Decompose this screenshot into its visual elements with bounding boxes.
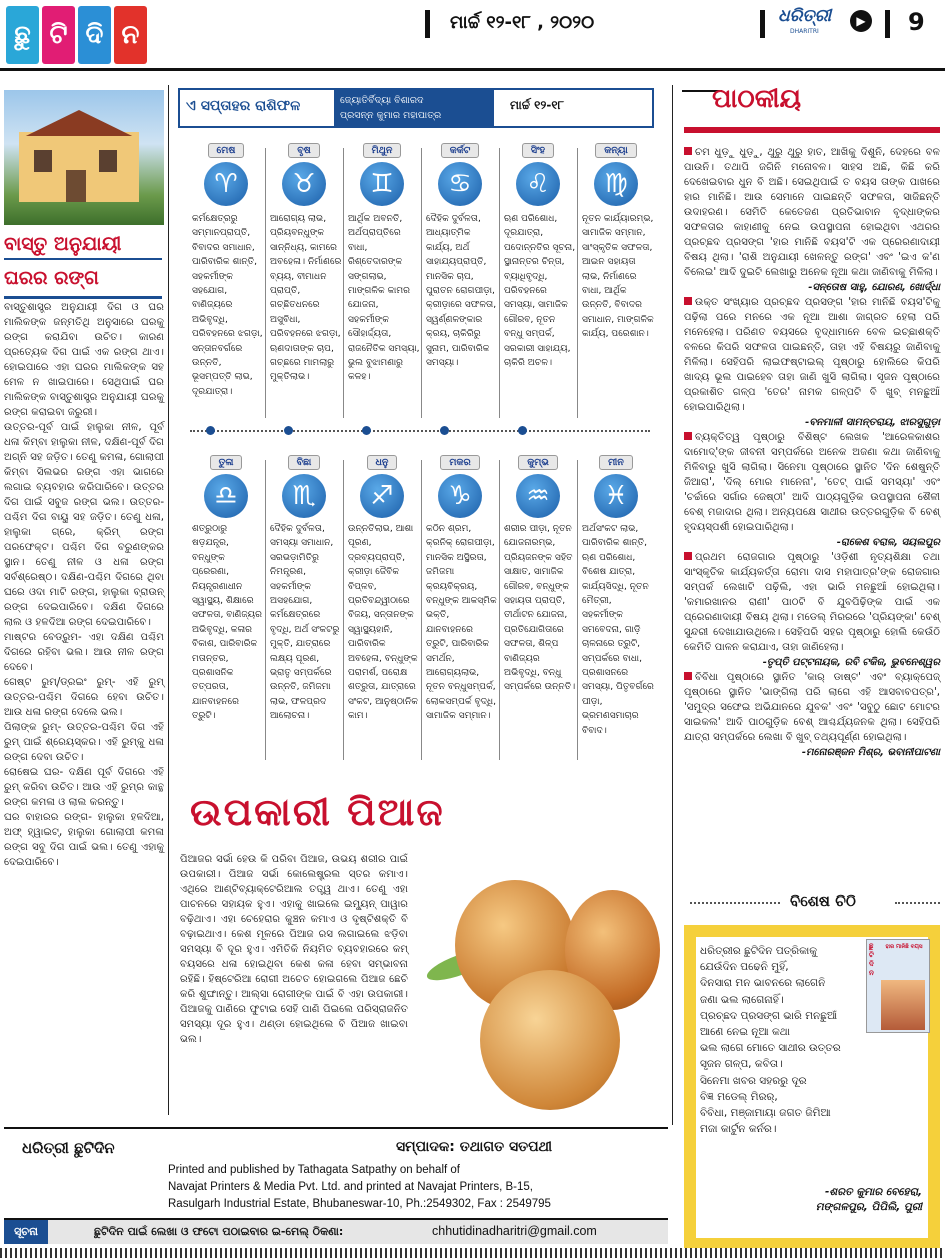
zodiac-name: ମିଥୁନ: [363, 143, 402, 158]
thumb-tile: ଛୁ: [869, 942, 874, 950]
zodiac-forecast: ନୂତନ କାର୍ଯ୍ୟାରମ୍ଭ, ସାମାଜିକ ସମ୍ମାନ, ସାଂସ୍କୃତିକ ସଫଳତା, ଆଇନ ସହାୟତା ଲାଭ, ନିର୍ମାଣରେ ବାଧା, ଆର୍ଥିକ ଉନ୍ନତି, ବିବାଦର ସମାଧାନ, ମାଙ୍ଗଳିକ କାର୍ଯ୍ୟ, ପରେଶାନ।: [582, 214, 654, 340]
zodiac-name: ସିଂହ: [522, 143, 554, 158]
masthead-tile: ଦି: [78, 6, 111, 64]
zodiac-forecast: ଋଣ ପରିଶୋଧ, ଦୂରଯାତ୍ରା, ପଦୋନ୍ନତିର ସୂଚନା, ସ୍ଥାନାନ୍ତର ଚିନ୍ତା, ବ୍ୟାଧିବୃଦ୍ଧି, ପରିବହନରେ ସମସ୍ୟା, ସାମାଜିକ ଗୌରବ, ନୂତନ ବନ୍ଧୁ ସମ୍ପର୍କ, ସରକାରୀ ସାହାଯ୍ୟ, ଚାକିରି ଅଚଳ।: [504, 214, 576, 369]
horoscope-date: ମାର୍ଚ୍ଚ ୧୨-୧୮: [510, 98, 564, 112]
vastu-paragraph: ରୋଷେଇ ଘର- ଦକ୍ଷିଣ ପୂର୍ବ ଦିଗରେ ଏହି ରୁମ୍ କରିବା ଉଚିତ। ଆଉ ଏହି ରୁମ୍‌ର କାନ୍ଥ ରଙ୍ଗ କମଳା ଓ ଲାଲ କରନ୍ତୁ।: [4, 767, 164, 808]
zodiac-forecast: ଶତ୍ରୁଠାରୁ ଷଡ଼ଯନ୍ତ୍ର, ବନ୍ଧୁଙ୍କ ପ୍ରେରଣା, ନିୟନ୍ତ୍ରଣାଧୀନ ସ୍ୱାସ୍ଥ୍ୟ, ଶିକ୍ଷାରେ ସଫଳତା, ବାଣିଜ୍ୟର ଅଭିବୃଦ୍ଧି, କଳାର ବିକାଶ, ପାରିବାରିକ ମତାନ୍ତର, ପ୍ରଶାସନିକ ତତ୍ପରତା, ଯାନବାହନରେ ତ୍ରୁଟି।: [192, 524, 263, 722]
onion-title: ଉପକାରୀ ପିଆଜ: [190, 790, 445, 834]
zodiac-sign: [500, 450, 576, 518]
poem-line: ସୃଜନ ଗଳ୍ପ, କବିତା।: [700, 1058, 783, 1071]
zodiac-name: ମୀନ: [599, 455, 633, 470]
special-letter-title: ବିଶେଷ ଚିଠି: [790, 892, 856, 910]
zodiac-symbol-icon: ♒: [516, 474, 560, 518]
notice-text: ଛୁଟିଦିନ ପାଇଁ ଲେଖା ଓ ଫଟୋ ପଠାଇବାର ଇ-ମେଲ୍ ଠିକଣା:: [94, 1225, 344, 1238]
readers-title-bar: [684, 127, 940, 133]
horoscope-row-divider: [190, 430, 650, 432]
zodiac-name: କୁମ୍ଭ: [518, 455, 558, 470]
zodiac-symbol-icon: ♏: [282, 474, 326, 518]
zodiac-forecast: ଆରୋଗ୍ୟ ଲାଭ, ପ୍ରିୟବନ୍ଧୁଙ୍କ ସାନ୍ନିଧ୍ୟ, କାମରେ ଅବହେଳା। ନିର୍ମାଣରେ ବ୍ୟୟ, ବୀମାଧନ ପ୍ରାପ୍ତି, ଗଚ୍ଛିତଧନରେ ଅସୁବିଧା, ପରିବହନରେ ଝଗଡ଼ା, ଋଣଦାତାଙ୍କ ଚାପ, ଗଚ୍ଛରେ ମାମଲାରୁ ମୁକ୍ତିଲାଭ।: [270, 214, 342, 383]
poem-line: ସିନେମା ଖବର ସହରରୁ ଦୂର: [700, 1074, 807, 1087]
poem-signature-place: ମଙ୍ଗଳପୁର, ପିପିଲି, ପୁରୀ: [815, 1201, 922, 1213]
bullet-icon: [684, 432, 692, 440]
zodiac-symbol-icon: ♎: [204, 474, 248, 518]
notice-label: ସୂଚନା: [4, 1220, 48, 1244]
page-bottom-border: [0, 1248, 945, 1258]
poem-line: ଧରିତ୍ରୀର ଛୁଟିଦିନ ପତ୍ରିକାକୁ: [700, 945, 818, 957]
poem-line: ଯେଉଁଦିନ ପଢେନି ମୁହିଁ,: [700, 961, 789, 974]
readers-title: ପାଠକୀୟ: [712, 84, 802, 114]
zodiac-symbol-icon: ♐: [360, 474, 404, 518]
poem-line: ଭଲ ଲାଗେ ମୋତେ ସାଥୀର ଉତ୍ତର: [700, 1042, 841, 1055]
vastu-title-line2: ଘରର ରଙ୍ଗ: [4, 267, 99, 289]
divider-dot: [206, 426, 215, 435]
letter-text: ଚମ ଧୁଡ଼ୁ ଧୁଡ଼ୁ, ଥୁରୁ ଥୁରୁ ହାତ, ଆଖିକୁ ଦିଶୁନି, ଦେହରେ ବଳ ପାଉନି। ତଥାପି ଜଗିନି ମନୋବଳ। ସାହସ ଅଛି, କିଛି କରି ଦେଖେଇବାର ଧୁନ ବି ଅଛି। ସେଇଥିପାଇଁ ତ ବୟସ ତାଙ୍କ ପାଖରେ ହାର ମାନିଛି। ଆଉ ସେମାନେ ପାଇଛନ୍ତି ସଫଳତା, ସାଜିଛନ୍ତି ଉଦାହରଣ। ସେମିତି କେତେଜଣ ପ୍ରତିଭାବାନ ବୃଦ୍ଧାଙ୍କର ସଫଳତାର କାହାଣୀକୁ ନେଇ ଉପସ୍ଥାପନା ହୋଇଥିବା ଏଥରର ପ୍ରଚ୍ଛଦ ପ୍ରସଙ୍ଗ 'ହାର ମାନିଛି ବୟସ'ଟି ଏକ ପ୍ରେରଣାଦାୟୀ ବିଷୟ ଥିଲା। 'ରାଶି ଅନୁଯାୟୀ ଖେଳନ୍ତୁ ରଙ୍ଗ' ଏବଂ 'ଇଏ କ'ଣ ବିଲେଇ' ଆଦି ଦୁଇଟି ଲେଖାରୁ ଅନେକ ନୂଆ କଥା ଜାଣିବାକୁ ମିଳିଲା।: [684, 147, 940, 278]
poem-line: ଜଣା ଭଲ ଲାଗେନାହିଁ।: [700, 993, 784, 1006]
letter: [684, 145, 940, 295]
readers-letters: [684, 145, 940, 760]
divider-dot: [284, 426, 293, 435]
letter-signature: -ସନ୍ତୋଷ ସାହୁ, ଯୋରଣ, ଖୋର୍ଦ୍ଧା: [808, 282, 940, 293]
page-number: 9: [908, 8, 925, 36]
letter-signature: -ରାକେଶ ବରାଳ, ସୟଲପୁର: [836, 537, 940, 548]
astrologer-box: [334, 90, 494, 126]
zodiac-forecast: ଆର୍ଥିକ ଅବନତି, ଅର୍ଥପ୍ରାପ୍ତିରେ ବାଧା, ରିଶ୍ତେଦାରଙ୍କ ସଙ୍ଗଲାଭ, ମାଙ୍ଗଳିକ କାମର ଯୋଜନା, ସହକର୍ମୀଙ୍କ ସୌହାର୍ଦ୍ଦ୍ୟତା, ରାଜନୈତିକ ସମସ୍ୟା, ଭୁଲ ବୁଝାମଣାରୁ କଳହ।: [348, 214, 420, 383]
zodiac-sign: [422, 138, 498, 206]
poem: [700, 943, 928, 1137]
zodiac-symbol-icon: ♋: [438, 162, 482, 206]
letter-text: ପ୍ରଥମ ରୋଜଗାର ପୃଷ୍ଠାରୁ 'ଓଡ଼ିଶୀ ନୃତ୍ୟଶିକ୍ଷା ତଥା ସାଂସ୍କୃତିକ କାର୍ଯ୍ୟକର୍ତ୍ତା ରୋମା ଦାସ ମହାପାତ୍ର'ଙ୍କ ରୋଜଗାର ସମ୍ପର୍କ ଲେଖାଟି ପଢ଼ିଲି, ଏହା ଭାରି ମନଛୁଆଁ ହୋଇଥିଲା। 'କମାରଖାନର ରାଣୀ' ପାଠଟି ବି ଯୁବପିଢ଼ିଙ୍କ ପାଇଁ ଏକ ପ୍ରେରଣାଦାୟୀ ବିଷୟ ଥିଲା। ମଡେଲ୍ ମିରରରେ 'ପ୍ରିୟଙ୍କା' ବେଶ୍ ସୁନ୍ଦରୀ ଦେଖାଯାଉଥିଲେ। ସେହିପରି ସହର ପୃଷ୍ଠାରୁ ହୋଲି କେଉଁଠି କେମିତି ପାଳନ କରାଯାଏ, ତାହା ଜାଣିହେଲା।: [684, 552, 940, 653]
zodiac-forecast: ଦୈହିକ ଦୁର୍ବଳତା, ଆଧ୍ୟାତ୍ମିକ କାର୍ଯ୍ୟ, ଅର୍ଥ ସାହାଯ୍ୟପ୍ରାପ୍ତି, ମାନସିକ ଚାପ, ପୁରାତନ ରୋଗପୀଡ଼ା, କ୍ରୀଡ଼ାରେ ସଫଳତା, ସ୍ୱର୍ଣ୍ଣଳଙ୍କାର କ୍ରୟ, ଚାକିରିରୁ ସୁନାମ, ପାରିବାରିକ ସମସ୍ୟା।: [426, 214, 497, 369]
zodiac-sign: [266, 450, 342, 518]
masthead-date: ମାର୍ଚ୍ଚ ୧୨-୧୮ , ୨୦୨୦: [450, 12, 595, 33]
footer-editor: ସମ୍ପାଦକ: ତଥାଗତ ସତପଥୀ: [396, 1139, 553, 1155]
letter-text: ବ୍ୟକ୍ତିତ୍ୱ ପୃଷ୍ଠାରୁ ବିଶିଷ୍ଟ ଲେଖକ 'ଆରେଳକାଶର ଦାମୋଦ୍'ଙ୍କ ଜୀବନୀ ସମ୍ପର୍କରେ ଅନେକ ଅଜଣା କଥା ଜାଣିବାକୁ ମିଳିବାରୁ ଖୁସି ଲାଗିଲା। ସିନେମା ପୃଷ୍ଠାରେ ସ୍ଥାନିତ 'ଦିନ ଶେଷୁନ୍ତି ଜିଆରା', 'ଦିଲ୍ ମୋର ମାନେନା', 'ତେଟ୍ ପାଇଁ ସମସ୍ୟା' ଏବଂ 'ଚର୍ଚ୍ଚାରେ ସର୍ଗାର ଜେଷ୍ଠୀ' ଆଦି ପାଠ୍ୟଗୁଡ଼ିକ ଉପସ୍ଥାପନା ଶୈଳୀ ବେଶ୍ ମଜାଦାର ଥିଲା। ଅନ୍ୟପକ୍ଷେ ସାଥୀର ଉତ୍ତରଗୁଡ଼ିକ ବି ବେଶ୍ ହୃଦୟସ୍ପର୍ଶୀ ହୋଇପାରିଥିଲା।: [684, 432, 940, 533]
letter-signature: -ମନୋରଞ୍ଜନ ମିଶ୍ର, ଭବାନୀପାଟଣା: [801, 747, 940, 758]
special-letter-box: [684, 925, 940, 1250]
imprint-line: Navajat Printers & Media Pvt. Ltd. and printed at Navajat Printers, B-15,: [168, 1181, 533, 1193]
imprint-line: Rasulgarh Industrial Estate, Bhubaneswar-10, Ph.:2549302, Fax : 2549795: [168, 1198, 551, 1210]
thumb-headline: ହାର ମାନିଛି ବୟସ: [885, 944, 923, 950]
zodiac-forecast: ଦୈହିକ ଦୁର୍ବଳତା, ସମସ୍ୟା ସମାଧାନ, ସରଭଡ଼ାମିତିରୁ ନିମନ୍ତ୍ରଣ, ସହକର୍ମୀଙ୍କ ଅସହଯୋଗ, କର୍ମକ୍ଷେତ୍ରରେ ବୃଦ୍ଧି, ଅର୍ଥ ସଂକଟରୁ ମୁକ୍ତି, ଯାତ୍ରାରେ ଲକ୍ଷ୍ୟ ପୂରଣ, ଭ୍ରାତୃ ସମ୍ପର୍କରେ ଉନ୍ନତି, ଜମିଜମା ଲାଭ, ଫଳପ୍ରଦ ଆଲୋଚନା।: [270, 524, 340, 722]
letter: [684, 550, 940, 670]
column-divider: [168, 85, 169, 1115]
vastu-paragraph: ଘର ବାହାରର ରଙ୍ଗ- ହାଲୁକା ହଳଦିଆ, ଅଫ୍ ହ୍ୱାଇଟ୍, ହାଲୁକା ଗୋଲାପୀ କମଳା ରଙ୍ଗ ସବୁ ଦିଗ ପାଇଁ ଭଲ। ତେଣୁ ଏହାକୁ ଦେଇପାରିବେ।: [4, 812, 164, 868]
letter-signature: -ତୃପ୍ତି ପଟ୍ଟନାୟକ, ରବି ଟକିଜ, ଭୁବନେଶ୍ୱର: [762, 657, 940, 668]
divider-dot: [362, 426, 371, 435]
zodiac-sign: [344, 138, 420, 206]
dharitri-logo: ଧରିତ୍ରୀ: [778, 6, 832, 26]
zodiac-forecast: ଅର୍ଥସଂକଟ ଲାଭ, ପାରିବାରିକ ଶାନ୍ତି, ଋଣ ପରିଶୋଧ, ବିଶେଷ ଯାତ୍ରା, କାର୍ଯ୍ୟସିଦ୍ଧି, ନୂତନ ମୈତ୍ରୀ, ସହକର୍ମୀଙ୍କ ସମବେଦନା, ଗାଡ଼ି ଚାଳନାରେ ତ୍ରୁଟି, ସମ୍ପର୍କରେ ବାଧା, ପ୍ରଶାସନରେ ସମସ୍ୟା, ପିତୃବର୍ଗରେ ପୀଡ଼ା, ଭ୍ରମଣସମାଚାର ବିବାଦ।: [582, 524, 654, 736]
vastu-paragraph: ପିଲାଙ୍କ ରୁମ୍- ଉତ୍ତର-ପଶ୍ଚିମ ଦିଗ ଏହି ରୁମ୍ ପାଇଁ ଶ୍ରେୟସ୍କର। ଏହି ରୁମ୍‌କୁ ଧଳା ରଙ୍ଗ ଦେବା ଉଚିତ।: [4, 722, 164, 763]
zodiac-symbol-icon: ♊: [360, 162, 404, 206]
masthead-tile: ନ: [114, 6, 147, 64]
special-letter-ornament: [895, 902, 940, 904]
house-image: [4, 90, 164, 225]
vastu-paragraph: ବାସ୍ତୁଶାସ୍ତ୍ର ଅନୁଯାୟୀ ଦିଗ ଓ ଘର ମାଲିକଙ୍କ ଜନ୍ମତିଥି ଅନୁସାରେ ଘରକୁ ରଙ୍ଗ କରାଯିବା ଉଚିତ। କାରଣ ପ୍ରତ୍ୟେକ ଦିଗ ପାଇଁ ଏକ ରଙ୍ଗ ଥାଏ। ହୋଇପାରେ ଏହା ଘରର ମାଲିକଙ୍କ ସହ ମେଳ ନ ଖାଇପାରେ। ସେଥିପାଇଁ ଘର ମାଲିକଙ୍କ ବାସ୍ତୁଶାସ୍ତ୍ର ଅନୁଯାୟୀ ଘରକୁ ରଙ୍ଗ କରାଇବା ଜରୁରୀ।: [4, 302, 164, 418]
poem-line: ଦିନସାରା ମନ ଭାବନରେ ଲାଗେନି: [700, 977, 826, 990]
thumb-tile: ନ: [869, 969, 874, 977]
poem-signature-name: -ଶରତ କୁମାର ବେହେରା,: [824, 1186, 922, 1198]
zodiac-name: ମେଷ: [208, 143, 245, 158]
vastu-paragraph: ଉତ୍ତର-ପୂର୍ବ ପାଇଁ ହାଲୁକା ନୀଳ, ପୂର୍ବ ଧଳା କିମ୍ବା ହାଲୁକା ନୀଳ, ଦକ୍ଷିଣ-ପୂର୍ବ ଦିଗ ଅଗ୍ନି ସହ ଜଡ଼ିତ। ତେଣୁ କମଳା, ଗୋଲାପୀ କିମ୍ବା ସିଲଭର ରଙ୍ଗ ଏହା ଭାଗରେ ଲଗାଇ ବ୍ୟବହାର କରିପାରିବେ। ଉତ୍ତର ଦିଗ ପାଇଁ ସବୁଜ ରଙ୍ଗ ଭଲ। ଉତ୍ତର-ପଶ୍ଚିମ ଦିଗ ବାୟୁ ସହ ଜଡ଼ିତ। ତେଣୁ ଧଳା, ହାଲୁକା ଗ୍ରେ, କ୍ରିମ୍ ରଙ୍ଗ ପରଫେକ୍ଟ। ପଶ୍ଚିମ ଦିଗ ବରୁଣଙ୍କର ସ୍ଥାନ। ତେଣୁ ନୀଳ ଓ ଧଳା ରଙ୍ଗ ସର୍ବଶ୍ରେଷ୍ଠ। ଦକ୍ଷିଣ-ପଶ୍ଚିମ ଦିଗରେ ଥିବା ଘରେ ଓଦା ମାଟି ରଙ୍ଗ, ହାଲୁକା ବ୍ରାଉନ୍ ରଙ୍ଗ ଦେଇପାରିବେ। ଦକ୍ଷିଣ ଦିଗରେ ଲାଲ ଓ ହଳଦିଆ ରଙ୍ଗ ଦେଇପାରିବେ।: [4, 422, 164, 628]
column-divider: [672, 85, 673, 1125]
letter-signature: -ବନମାଳୀ ସାମନ୍ତରାୟ, ଝାରସୁଗୁଡ଼ା: [805, 417, 940, 428]
vastu-title-rule: [4, 296, 162, 299]
onion-image: [415, 860, 670, 1115]
masthead-rule: [0, 68, 945, 71]
letter-text: ବିବିଧା ପୃଷ୍ଠାରେ ସ୍ଥାନିତ 'କାର୍ ଡାଷ୍ଟ' ଏବଂ ବ୍ୟାକ୍‌ପେଜ୍ ପୃଷ୍ଠାରେ ସ୍ଥାନିତ 'ଭାଙ୍ଗିଲା ପରି ଲାଗେ ଏହି ଆସବାବପତ୍ର', 'ସମୁଦ୍ର ସଫେଇ ଅଭିଯାନରେ ଯୁବକ' ଏବଂ 'ସବୁଠୁ ଛୋଟ ମୋଟର ସାଇକଲ' ଆଦି ପାଠଗୁଡ଼ିକ ବେଶ୍ ଆଶ୍ଚର୍ଯ୍ୟଜନକ ଥିଲା। ସେହିପରି ଯାତ୍ରା ସମ୍ପର୍କରେ ଲେଖା ବି ଖୁବ୍ ତଥ୍ୟପୂର୍ଣ୍ଣ ହୋଇଥିଲା।: [684, 672, 940, 743]
vastu-article: [4, 300, 164, 870]
bullet-icon: [684, 147, 692, 155]
astrologer-title: ଜ୍ୟୋତିର୍ବିଦ୍ୟା ବିଶାରଦ: [340, 95, 424, 106]
bullet-icon: [684, 552, 692, 560]
date-separator: [425, 10, 430, 38]
bullet-icon: [684, 672, 692, 680]
imprint-line: Printed and published by Tathagata Satpathy on behalf of: [168, 1164, 460, 1176]
letter: [684, 295, 940, 430]
letter: [684, 430, 940, 550]
astrologer-name: ପ୍ରସନ୍ନ କୁମାର ମହାପାତ୍ର: [340, 110, 442, 121]
zodiac-forecast: ଉନ୍ନତିଲାଭ, ଆଶା ପୂରଣ, ଦ୍ରବ୍ୟପ୍ରାପ୍ତି, କ୍ରୀଡ଼ା ଜୈବିକ ବିପ୍ଳବ, ପ୍ରତିବନ୍ଦ୍ୱୀଠାରେ ବିଜୟ, ସନ୍ତାନଙ୍କ ସ୍ୱାସ୍ଥ୍ୟହାନି, ପାରିବାରିକ ଅବହେଳା, ବନ୍ଧୁଙ୍କ ପରାମର୍ଶ, ପରୋକ୍ଷ ଶତ୍ରୁତା, ଯାତ୍ରାରେ ସଂକଟ, ଆନୁଷ୍ଠାନିକ କାମ।: [348, 524, 418, 722]
zodiac-symbol-icon: ♈: [204, 162, 248, 206]
onion-body: ପିଆଜର ସର୍ଭା ହେଉ କି ପରିବା ପିଆଜ, ଉଭୟ ଶରୀର ପାଇଁ ଉପକାରୀ। ପିଆଜ ସର୍ଭା କୋଲେଷ୍ଟ୍ରଲ ସ୍ତର କମାଏ। ଏଥିରେ ଆଣ୍ଟିବ୍ୟାକ୍ଟେରିଆଲ ତତ୍ତ୍ୱ ଥାଏ। ତେଣୁ ଏହା ପାଚନରେ ସହାୟକ ହୁଏ। ଏହାକୁ ଖାଇଲେ ଇମ୍ୟୁନ୍ ପାୱାର ବଢ଼ିଥାଏ। ଏହା ଚେହେରାର କୁଞ୍ଚନ କମାଏ ଓ ଦୃଷ୍ଟିଶକ୍ତି ବି ବଢ଼ାଇଥାଏ। କେଶ ମୂଳରେ ପିଆଜ ରସ ଲଗାଇଲେ ଝଡ଼ିବା ସମସ୍ୟା ବି ଦୂର ହୁଏ। ଏମିତିକି ନିୟମିତ ବ୍ୟବହାରରେ କମ୍ ବୟସରେ ଧଳା ହୋଇଥିବା କେଶ କଳା ହେବା ସମ୍ଭାବନା ରହିଛି। ହିଷ୍ଟେରିଆ ରୋଗୀ ଅଚେତ ହୋଇଗଲେ ପିଆଜ ଛେଚି କରି ଶୁଙ୍ଘାନ୍ତୁ। ଆଲ୍ସା ରୋଗୀଙ୍କ ପାଇଁ ବି ଏହା ଉପକାରୀ। ପିଆଜକୁ ପାଣିରେ ଫୁଟାଇ ସେହି ପାଣି ପିଇଲେ ପରିସ୍ରାଜନିତ ସମସ୍ୟା ଦୂର ହୁଏ। ଥଣ୍ଡା ହୋଇଥିଲେ ବି ପିଆଜ ଖାଇବା ଭଲ।: [180, 854, 408, 1045]
poem-line: ବିଜ୍ଞ ମଡେଲ୍ ମିରର୍,: [700, 1090, 778, 1103]
poem-signature: [722, 1185, 922, 1215]
zodiac-sign: [344, 450, 420, 518]
vastu-paragraph: ମାଷ୍ଟର ବେଡ୍‌ରୁମ- ଏହା ଦକ୍ଷିଣ ପଶ୍ଚିମ ଦିଗରେ ରହିବା ଭଲ। ଆଉ ନୀଳ ରଙ୍ଗ ଦେବେ।: [4, 632, 164, 673]
logo-separator: [760, 10, 765, 38]
letter: [684, 670, 940, 760]
zodiac-sign: [188, 450, 264, 518]
zodiac-name: ଧନୁ: [367, 455, 398, 470]
zodiac-symbol-icon: ♍: [594, 162, 638, 206]
zodiac-forecast: ଶରୀର ପୀଡ଼ା, ନୂତନ ଯୋଜନାରମ୍ଭ, ପ୍ରିୟଜନଙ୍କ ସହିତ ସାକ୍ଷାତ, ସାମାଜିକ ଗୌରବ, ବନ୍ଧୁଙ୍କ ସହାୟତା ପ୍ରାପ୍ତି, ତୀର୍ଥାଟନ ଯୋଜନା, ପ୍ରତିଯୋଗିତାରେ ସଫଳତା, ଶିଳ୍ପ ବାଣିଜ୍ୟର ଅଭିବୃଦ୍ଧି, ବନ୍ଧୁ ସମ୍ପର୍କରେ ଉନ୍ନତି।: [504, 524, 576, 693]
zodiac-sign: [578, 138, 654, 206]
horoscope-header: [178, 88, 654, 128]
zodiac-sign: [266, 138, 342, 206]
masthead-tile: ଛୁ: [6, 6, 39, 64]
special-letter-ornament: [690, 902, 780, 904]
zodiac-forecast: କର୍ମକ୍ଷେତ୍ରରୁ ସମ୍ମାନପ୍ରାପ୍ତି, ବିବାଦର ସମାଧାନ, ପାରିବାରିକ ଶାନ୍ତି, ସହକର୍ମୀଙ୍କ ସହଯୋଗ, ବାଣିଜ୍ୟରେ ଅଭିବୃଦ୍ଧି, ପରିବହନରେ ଝଗଡ଼ା, ସନ୍ତାନବର୍ଗରେ ଉନ୍ନତି, ଭୂସମ୍ପତ୍ତି ଲାଭ, ଦୂରଯାତ୍ରା।: [192, 214, 263, 397]
zodiac-symbol-icon: ♓: [594, 474, 638, 518]
dharitri-logo-sub: DHARITRI: [790, 28, 819, 35]
footer-brand: ଧରିତ୍ରୀ ଛୁଟିଦିନ: [22, 1139, 115, 1157]
zodiac-symbol-icon: ♌: [516, 162, 560, 206]
poem-line: ପ୍ରଚ୍ଛଦ ପ୍ରସଙ୍ଗ ଭାରି ମନଛୁଆଁ: [700, 1009, 838, 1022]
divider-dot: [518, 426, 527, 435]
zodiac-sign: [500, 138, 576, 206]
letter-text: ଉକ୍ତ ସଂଖ୍ୟାର ପ୍ରଚ୍ଛଦ ପ୍ରସଙ୍ଗ 'ହାର ମାନିଛି ବୟସ'ଟିକୁ ପଢ଼ିଲା ପରେ ମନରେ ଏକ ନୂଆ ଆଶା ଜାଗ୍ରତ ହେଲା ପରି ମନେହେଲା। ପରିଣତ ବୟସରେ ବୃଦ୍ଧାମାନେ ବେଳ ଇଚ୍ଛାଶକ୍ତି ବଳରେ କିପରି ସଫଳତା ପାଇଛନ୍ତି, ତାହା ଏହି ବିଷୟରୁ ଜାଣିବାକୁ ମିଳିଲା। ସେହିପରି ଲାଇଫଷ୍ଟାଇଲ୍ ପୃଷ୍ଠାରୁ ହୋଲିରେ କିପରି ଖାଦ୍ୟ ଭୂଲ ପାଇହେବ ତାହା ଜାଣି ଖୁସି ଲାଗିଲା। ସୃଜନ ପୃଷ୍ଠାରେ ପ୍ରକାଶିତ ଗଳ୍ପ 'ତେର' ନାମକ ଗଳ୍ପଟି ବି ଖୁବ୍ ମନଛୁଆଁ ହୋଇପାରିଥିଲା।: [684, 297, 940, 413]
masthead-tile: ଟି: [42, 6, 75, 64]
zodiac-name: କନ୍ୟା: [595, 143, 637, 158]
vastu-title-divider: [4, 258, 162, 260]
poem-line: ମଜା କାର୍ଟୁନ କର୍ନର।: [700, 1123, 777, 1136]
zodiac-name: ତୁଳା: [210, 455, 243, 470]
play-icon: ▶: [850, 10, 872, 32]
bullet-icon: [684, 297, 692, 305]
vastu-paragraph: ଗେଷ୍ଟ ରୁମ୍/ଡ୍ରଇଂ ରୁମ୍- ଏହି ରୁମ୍ ଉତ୍ତର-ପଶ୍ଚିମ ଦିଗରେ ହେବା ଉଚିତ। ଆଉ ଧଳା ରଙ୍ଗ ଦେଲେ ଭଲ।: [4, 677, 164, 718]
zodiac-sign: [188, 138, 264, 206]
thumb-tile: ଟି: [869, 951, 874, 959]
notice-email[interactable]: chhutidinadharitri@gmail.com: [432, 1224, 597, 1238]
thumb-tile: ଦି: [869, 960, 874, 968]
zodiac-sign: [422, 450, 498, 518]
horoscope-title: ଏ ସପ୍ତାହର ରାଶିଫଳ: [186, 98, 301, 114]
vastu-title-line1: ବାସ୍ତୁ ଅନୁଯାୟୀ: [4, 233, 122, 255]
zodiac-forecast: କଠିନ ଶ୍ରମ, କ୍ରନିକ୍ ରୋଗପୀଡ଼ା, ମାନସିକ ଅସ୍ଥିରତା, ଜମିଜମା କ୍ରୟବିକ୍ରୟ, ବନ୍ଧୁଙ୍କ ଆକସ୍ମିକ ଭକ୍ତି, ଯାନବାହନରେ ତ୍ରୁଟି, ପାରିବାରିକ ସମର୍ଥନ, ଆରୋଗ୍ୟଲାଭ, ନୂତନ ବନ୍ଧୁସମ୍ପର୍କ, ଲୋକସମ୍ପର୍କ ବୃଦ୍ଧି, ସାମାଜିକ ସମ୍ମାନ।: [426, 524, 497, 722]
zodiac-name: ବିଛା: [288, 455, 321, 470]
zodiac-symbol-icon: ♑: [438, 474, 482, 518]
page-number-separator: [885, 10, 890, 38]
poem-line: ଆଣେ ନେଇ ନୂଆ କଥା: [700, 1026, 791, 1039]
zodiac-name: ମକର: [440, 455, 479, 470]
footer-imprint: [4, 1127, 668, 1215]
divider-dot: [440, 426, 449, 435]
zodiac-name: କର୍କଟ: [441, 143, 480, 158]
zodiac-name: ବୃଷ: [288, 143, 320, 158]
footer-notice: [4, 1218, 668, 1244]
zodiac-sign: [578, 450, 654, 518]
poem-line: ବିବିଧା, ମଞ୍ଜାମାୟା ଜଗତ ଜିମିଆ: [700, 1107, 831, 1120]
zodiac-symbol-icon: ♉: [282, 162, 326, 206]
